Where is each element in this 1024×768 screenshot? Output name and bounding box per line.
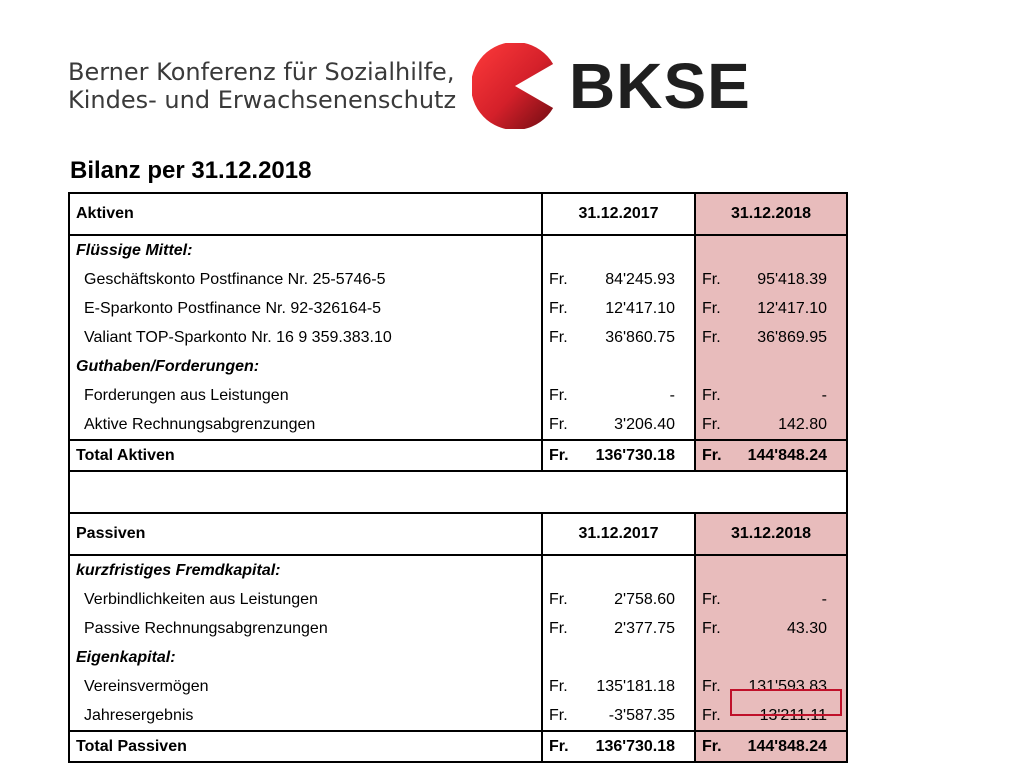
page-title: Bilanz per 31.12.2018 xyxy=(70,157,312,184)
amount-2018 xyxy=(695,235,847,265)
table-row xyxy=(69,323,847,352)
table-row xyxy=(69,614,847,643)
table-row xyxy=(69,265,847,294)
amount-2017-currency: Fr. xyxy=(549,270,568,288)
amount-2018-currency: Fr. xyxy=(702,270,721,288)
row-label: Jahresergebnis xyxy=(69,701,542,731)
total-label: Total Passiven xyxy=(69,731,542,762)
total-label: Total Aktiven xyxy=(69,440,542,471)
total-2017-currency: Fr. xyxy=(549,446,569,464)
amount-2018 xyxy=(695,643,847,672)
total-2017-currency: Fr. xyxy=(549,737,569,755)
amount-2018-currency: Fr. xyxy=(702,386,721,404)
amount-2017 xyxy=(542,235,695,265)
amount-2018-value: 95'418.39 xyxy=(757,270,827,288)
organization-name-line-1: Berner Konferenz für Sozialhilfe, xyxy=(68,58,455,86)
amount-2017 xyxy=(542,294,695,323)
section-label: Guthaben/Forderungen: xyxy=(69,352,542,381)
amount-2017-value: 84'245.93 xyxy=(605,270,675,288)
total-2017 xyxy=(542,731,695,762)
total-2018-currency: Fr. xyxy=(702,737,722,755)
amount-2018-value: - xyxy=(821,590,827,608)
amount-2018-currency: Fr. xyxy=(702,328,721,346)
row-label: Passive Rechnungsabgrenzungen xyxy=(69,614,542,643)
total-2018-value: 144'848.24 xyxy=(747,446,827,464)
total-2017-value: 136'730.18 xyxy=(595,737,675,755)
amount-2017-value: 36'860.75 xyxy=(605,328,675,346)
amount-2018-currency: Fr. xyxy=(702,415,721,433)
amount-2017-currency: Fr. xyxy=(549,328,568,346)
amount-2017 xyxy=(542,701,695,731)
amount-2017 xyxy=(542,555,695,585)
table-row xyxy=(69,585,847,614)
total-2018-value: 144'848.24 xyxy=(747,737,827,755)
amount-2018 xyxy=(695,555,847,585)
amount-2017-value: 3'206.40 xyxy=(614,415,675,433)
spacer-cell xyxy=(69,471,847,513)
column-header-2018: 31.12.2018 xyxy=(695,193,847,235)
amount-2017 xyxy=(542,410,695,440)
amount-2017 xyxy=(542,614,695,643)
row-label: Forderungen aus Leistungen xyxy=(69,381,542,410)
amount-2018 xyxy=(695,585,847,614)
amount-2017 xyxy=(542,643,695,672)
total-2017 xyxy=(542,440,695,471)
total-2018 xyxy=(695,440,847,471)
section-label: kurzfristiges Fremdkapital: xyxy=(69,555,542,585)
amount-2018-currency: Fr. xyxy=(702,706,721,724)
amount-2018-currency: Fr. xyxy=(702,619,721,637)
amount-2018-value: 12'417.10 xyxy=(757,299,827,317)
row-label: Aktive Rechnungsabgrenzungen xyxy=(69,410,542,440)
amount-2018 xyxy=(695,410,847,440)
amount-2017 xyxy=(542,265,695,294)
amount-2017-value: 135'181.18 xyxy=(596,677,675,695)
amount-2017 xyxy=(542,381,695,410)
column-header-label: Aktiven xyxy=(69,193,542,235)
row-label: Verbindlichkeiten aus Leistungen xyxy=(69,585,542,614)
row-label: Valiant TOP-Sparkonto Nr. 16 9 359.383.10 xyxy=(69,323,542,352)
amount-2017 xyxy=(542,352,695,381)
amount-2017-value: - xyxy=(669,386,675,404)
spacer-row xyxy=(69,471,847,513)
amount-2018-currency: Fr. xyxy=(702,299,721,317)
organization-name-line-2: Kindes- und Erwachsenenschutz xyxy=(68,86,457,114)
passiven-header-row xyxy=(69,513,847,555)
column-header-2017: 31.12.2017 xyxy=(542,193,695,235)
column-header-label: Passiven xyxy=(69,513,542,555)
section-label: Eigenkapital: xyxy=(69,643,542,672)
section-row xyxy=(69,235,847,265)
brand-wordmark: BKSE xyxy=(569,50,751,122)
amount-2018-value: 43.30 xyxy=(786,619,827,637)
section-row xyxy=(69,352,847,381)
row-label: Vereinsvermögen xyxy=(69,672,542,701)
balance-sheet-table xyxy=(68,192,848,763)
amount-2018-value: 131'593.83 xyxy=(748,677,827,695)
total-2017-value: 136'730.18 xyxy=(595,446,675,464)
aktiven-total-row xyxy=(69,440,847,471)
section-row xyxy=(69,643,847,672)
amount-2017-currency: Fr. xyxy=(549,619,568,637)
amount-2018 xyxy=(695,265,847,294)
section-row xyxy=(69,555,847,585)
amount-2018-value: 13'211.11 xyxy=(759,706,827,724)
passiven-total-row xyxy=(69,731,847,762)
amount-2018 xyxy=(695,323,847,352)
amount-2018 xyxy=(695,614,847,643)
amount-2017-currency: Fr. xyxy=(549,706,568,724)
total-2018 xyxy=(695,731,847,762)
amount-2018 xyxy=(695,352,847,381)
section-label: Flüssige Mittel: xyxy=(69,235,542,265)
amount-2017-currency: Fr. xyxy=(549,590,568,608)
amount-2017-value: 12'417.10 xyxy=(605,299,675,317)
amount-2017-currency: Fr. xyxy=(549,415,568,433)
amount-2017-currency: Fr. xyxy=(549,299,568,317)
amount-2018-currency: Fr. xyxy=(702,677,721,695)
amount-2017 xyxy=(542,323,695,352)
amount-2017-value: 2'377.75 xyxy=(614,619,675,637)
amount-2018-value: 36'869.95 xyxy=(757,328,827,346)
amount-2017 xyxy=(542,672,695,701)
amount-2018-currency: Fr. xyxy=(702,590,721,608)
amount-2017-currency: Fr. xyxy=(549,677,568,695)
amount-2017-value: -3'587.35 xyxy=(608,706,675,724)
row-label: Geschäftskonto Postfinance Nr. 25-5746-5 xyxy=(69,265,542,294)
amount-2017-currency: Fr. xyxy=(549,386,568,404)
highlight-box xyxy=(730,689,842,716)
amount-2018-value: - xyxy=(821,386,827,404)
bkse-logo-icon xyxy=(472,43,558,129)
amount-2018 xyxy=(695,381,847,410)
amount-2017-value: 2'758.60 xyxy=(614,590,675,608)
aktiven-header-row xyxy=(69,193,847,235)
row-label: E-Sparkonto Postfinance Nr. 92-326164-5 xyxy=(69,294,542,323)
amount-2018-value: 142.80 xyxy=(778,415,827,433)
table-row xyxy=(69,381,847,410)
column-header-2017: 31.12.2017 xyxy=(542,513,695,555)
amount-2018 xyxy=(695,294,847,323)
table-row xyxy=(69,294,847,323)
table-row xyxy=(69,410,847,440)
total-2018-currency: Fr. xyxy=(702,446,722,464)
amount-2017 xyxy=(542,585,695,614)
column-header-2018: 31.12.2018 xyxy=(695,513,847,555)
organization-name xyxy=(68,58,456,114)
